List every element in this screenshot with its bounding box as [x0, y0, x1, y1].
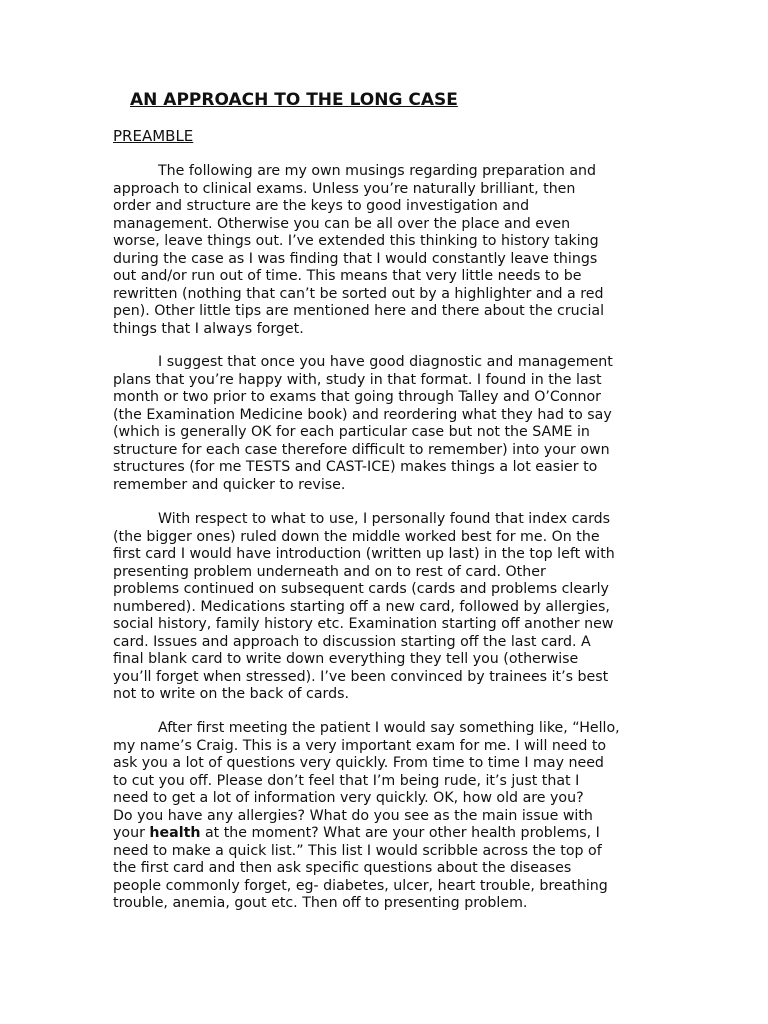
paragraph-line: I suggest that once you have good diagnostic and management	[158, 354, 613, 370]
section-heading-preamble: PREAMBLE	[113, 127, 194, 145]
paragraph-line: approach to clinical exams. Unless you’re naturally brilliant, then	[113, 180, 576, 197]
paragraph-line: plans that you’re happy with, study in that format. I found in the last	[113, 371, 602, 388]
paragraph-line: worse, leave things out. I’ve extended this thinking to history taking	[113, 233, 599, 249]
paragraph-2	[113, 354, 613, 494]
paragraph-line: rewritten (nothing that can’t be sorted out by a highlighter and a red	[113, 285, 604, 302]
paragraph-4	[113, 720, 620, 913]
paragraph-line: card. Issues and approach to discussion starting off the last card. A	[113, 633, 591, 650]
paragraph-line: not to write on the back of cards.	[113, 686, 350, 702]
paragraph-line: structure for each case therefore difficult to remember) into your own	[113, 441, 610, 458]
paragraph-line: management. Otherwise you can be all over the place and even	[113, 215, 571, 232]
paragraph-line: final blank card to write down everything they tell you (otherwise	[113, 651, 579, 667]
text-fragment: your	[113, 825, 150, 841]
paragraph-line: presenting problem underneath and on to rest of card. Other	[113, 563, 546, 580]
paragraph-1	[113, 163, 604, 338]
document-title: AN APPROACH TO THE LONG CASE	[130, 90, 458, 110]
paragraph-line: need to get a lot of information very quickly. OK, how old are you?	[113, 790, 584, 806]
paragraph-line: people commonly forget, eg- diabetes, ulcer, heart trouble, breathing	[113, 877, 608, 894]
paragraph-line: (which is generally OK for each particular case but not the SAME in	[113, 424, 590, 440]
paragraph-line: trouble, anemia, gout etc. Then off to presenting problem.	[113, 895, 528, 911]
paragraph-line-with-bold	[113, 825, 620, 843]
text-fragment: at the moment? What are your other health problems, I	[200, 825, 600, 841]
paragraph-line: numbered). Medications starting off a new card, followed by allergies,	[113, 598, 610, 615]
paragraph-line: remember and quicker to revise.	[113, 476, 346, 493]
paragraph-line: pen). Other little tips are mentioned here and there about the crucial	[113, 303, 605, 319]
paragraph-line: to cut you off. Please don’t feel that I’m being rude, it’s just that I	[113, 772, 580, 789]
paragraph-line: After first meeting the patient I would say something like, “Hello,	[158, 720, 620, 736]
paragraph-line: Do you have any allergies? What do you see as the main issue with	[113, 807, 593, 824]
bold-word-health: health	[149, 825, 201, 841]
paragraph-line: month or two prior to exams that going through Talley and O’Connor	[113, 389, 601, 405]
paragraph-line: The following are my own musings regarding preparation and	[158, 163, 597, 179]
paragraph-line: structures (for me TESTS and CAST-ICE) makes things a lot easier to	[113, 459, 598, 475]
paragraph-3	[113, 511, 615, 704]
paragraph-line: the first card and then ask specific questions about the diseases	[113, 860, 572, 876]
paragraph-line: ask you a lot of questions very quickly. From time to time I may need	[113, 755, 604, 771]
paragraph-line: first card I would have introduction (written up last) in the top left with	[113, 546, 615, 562]
paragraph-line: out and/or run out of time. This means that very little needs to be	[113, 268, 582, 284]
paragraph-line: need to make a quick list.” This list I would scribble across the top of	[113, 842, 602, 859]
paragraph-line: social history, family history etc. Examination starting off another new	[113, 616, 614, 632]
paragraph-line: you’ll forget when stressed). I’ve been convinced by trainees it’s best	[113, 668, 609, 685]
paragraph-line: (the Examination Medicine book) and reordering what they had to say	[113, 406, 612, 423]
paragraph-line: order and structure are the keys to good investigation and	[113, 198, 530, 214]
paragraph-line: during the case as I was finding that I would constantly leave things	[113, 250, 598, 267]
paragraph-line: problems continued on subsequent cards (cards and problems clearly	[113, 581, 609, 597]
paragraph-line: my name’s Craig. This is a very important exam for me. I will need to	[113, 737, 607, 754]
paragraph-line: (the bigger ones) ruled down the middle worked best for me. On the	[113, 528, 600, 545]
paragraph-line: With respect to what to use, I personally found that index cards	[158, 511, 611, 527]
paragraph-line: things that I always forget.	[113, 320, 304, 337]
